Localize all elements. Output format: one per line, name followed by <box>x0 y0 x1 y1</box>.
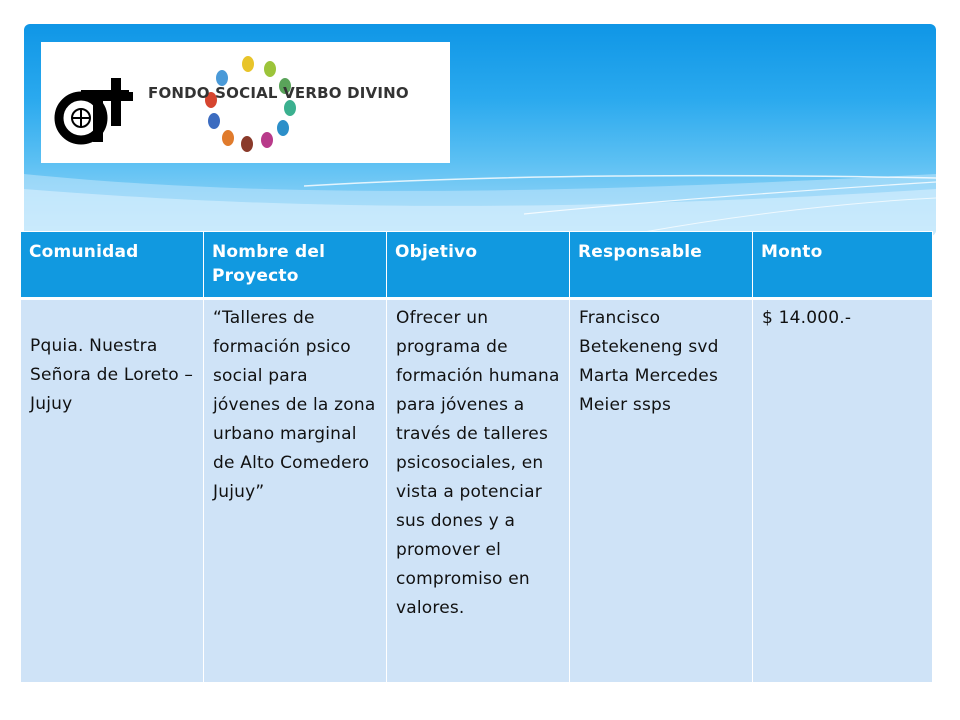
table-row <box>21 299 933 683</box>
projects-table <box>20 231 933 683</box>
logo-title: FONDO SOCIAL VERBO DIVINO <box>148 84 409 102</box>
cell-responsable <box>570 299 753 683</box>
cell-nombre-proyecto: “Talleres de formación psico social para jóvenes de la zona urbano marginal de Alto Comedero Jujuy” <box>204 299 387 683</box>
hands-circle-icon <box>205 56 296 152</box>
header-comunidad: Comunidad <box>21 232 204 299</box>
responsable-1: Francisco Betekeneng svd <box>579 308 719 357</box>
header-objetivo: Objetivo <box>387 232 570 299</box>
table-header-row <box>21 232 933 299</box>
cell-objetivo: Ofrecer un programa de formación humana para jóvenes a través de talleres psicosociales, en vista a potenciar sus dones y a promover el compromiso en valores. <box>387 299 570 683</box>
header-responsable: Responsable <box>570 232 753 299</box>
cell-comunidad: Pquia. Nuestra Señora de Loreto – Jujuy <box>21 299 204 683</box>
fondo-social-logo <box>41 42 450 163</box>
cell-monto: $ 14.000.- <box>753 299 933 683</box>
responsable-2: Marta Mercedes Meier ssps <box>579 366 719 415</box>
header-monto: Monto <box>753 232 933 299</box>
svd-cross-globe-icon <box>59 78 133 142</box>
header-nombre-proyecto: Nombre del Proyecto <box>204 232 387 299</box>
